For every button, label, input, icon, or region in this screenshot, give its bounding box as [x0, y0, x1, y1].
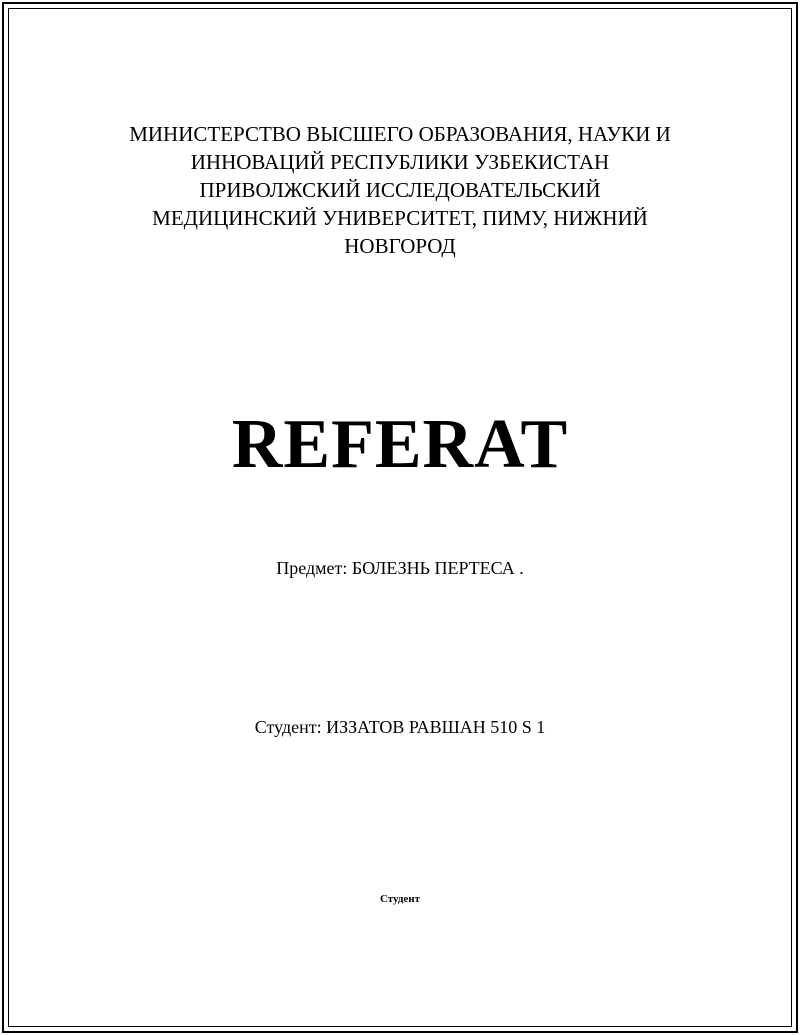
ministry-line-2: ИННОВАЦИЙ РЕСПУБЛИКИ УЗБЕКИСТАН [190, 150, 610, 174]
footer-student-label: Студент [379, 893, 421, 905]
ministry-line-3: ПРИВОЛЖСКИЙ ИССЛЕДОВАТЕЛЬСКИЙ [199, 178, 601, 202]
ministry-header [0, 120, 800, 260]
document-title: REFERAT [231, 406, 569, 483]
ministry-line-4: МЕДИЦИНСКИЙ УНИВЕРСИТЕТ, ПИМУ, НИЖНИЙ [152, 206, 648, 230]
ministry-line-1: МИНИСТЕРСТВО ВЫСШЕГО ОБРАЗОВАНИЯ, НАУКИ И [129, 122, 671, 146]
student-line: Студент: ИЗЗАТОВ РАВШАН 510 S 1 [254, 717, 546, 737]
ministry-line-5: НОВГОРОД [344, 234, 456, 258]
subject-line: Предмет: БОЛЕЗНЬ ПЕРТЕСА . [276, 558, 524, 578]
